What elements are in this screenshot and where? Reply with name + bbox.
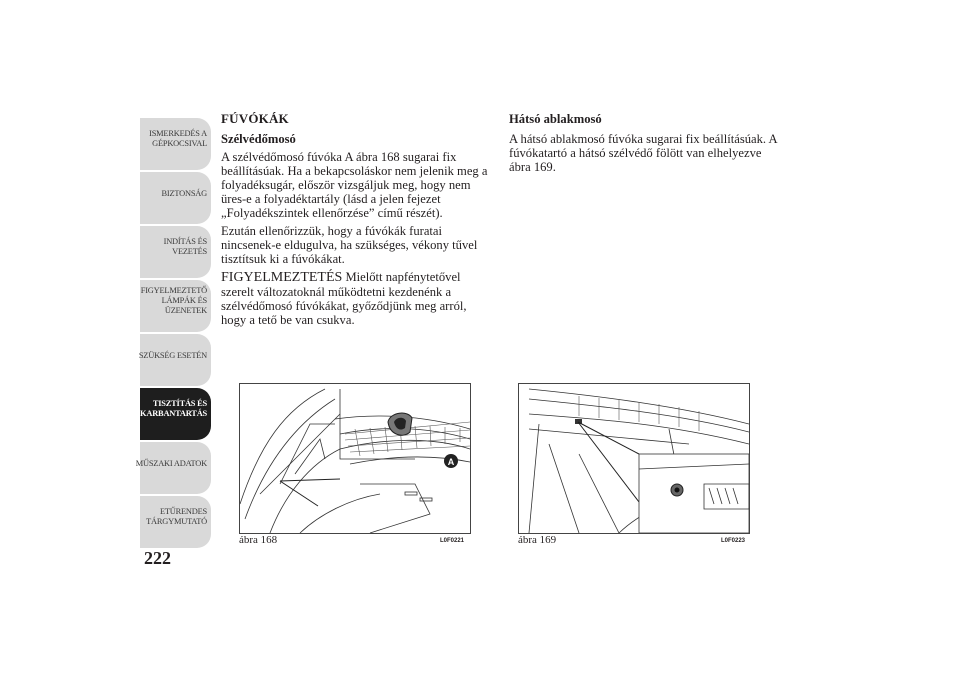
tab-label-line: INDÍTÁS ÉS bbox=[163, 237, 207, 246]
tab-figyelmezteto[interactable] bbox=[140, 280, 211, 332]
tab-label-line: GÉPKOCSIVAL bbox=[152, 139, 207, 148]
paragraph: A szélvédőmosó fúvóka A ábra 168 sugarai fix beállításúak. Ha a bekapcsoláskor nem jelenik meg a folyadéksugár, először vizsgáljuk meg, hogy nem üres-e a folyadéktartály (lásd a jelen fejezet „Folyadékszintek ellenőrzése” című részét). bbox=[221, 150, 488, 220]
tab-label-line: LÁMPÁK ÉS bbox=[161, 296, 207, 305]
figure-code: L0F0223 bbox=[721, 538, 746, 544]
tab-label-line: ETŰRENDES bbox=[159, 507, 207, 516]
tab-targymutato[interactable] bbox=[140, 496, 211, 548]
subheading-windscreen: Szélvédőmosó bbox=[221, 132, 296, 146]
tab-label-line: MŰSZAKI ADATOK bbox=[135, 459, 207, 468]
figure-caption: ábra 169 bbox=[518, 534, 557, 546]
warning-text: Mielőtt napfénytetővel szerelt változatoknál működtetni kezdenénk a szélvédőmosó fúvókákat, győződjünk meg arról, hogy a tető be van csukva. bbox=[221, 270, 467, 327]
windscreen-washer-illustration bbox=[240, 384, 470, 533]
right-column bbox=[509, 112, 781, 174]
tab-inditas[interactable] bbox=[140, 226, 211, 278]
subheading-rear: Hátsó ablakmosó bbox=[509, 112, 602, 126]
tab-szukseg[interactable] bbox=[140, 334, 211, 386]
figure-caption: ábra 168 bbox=[239, 534, 278, 546]
tab-label-line: BIZTONSÁG bbox=[161, 189, 207, 198]
rear-washer-illustration bbox=[519, 384, 749, 533]
marker-a: A bbox=[447, 457, 455, 467]
page-number: 222 bbox=[144, 548, 171, 568]
tab-ismerkedes[interactable] bbox=[140, 118, 211, 170]
tab-tisztitas[interactable] bbox=[140, 388, 211, 440]
figure-169 bbox=[518, 383, 750, 534]
tab-label-line: SZÜKSÉG ESETÉN bbox=[138, 351, 207, 360]
tab-label-line: ISMERKEDÉS A bbox=[149, 129, 207, 138]
tab-biztonsag[interactable] bbox=[140, 172, 211, 224]
tab-label-line: TÁRGYMUTATÓ bbox=[146, 517, 207, 526]
tab-label-line: TISZTÍTÁS ÉS bbox=[152, 399, 207, 408]
tab-label-line: FIGYELMEZTETŐ bbox=[140, 286, 207, 295]
tab-label-line: VEZETÉS bbox=[172, 247, 207, 256]
tab-label-line: ÜZENETEK bbox=[164, 306, 207, 315]
tab-label-line: KARBANTARTÁS bbox=[140, 409, 207, 418]
paragraph: A hátsó ablakmosó fúvóka sugarai fix beállításúak. A fúvókatartó a hátsó szélvédő fölött van elhelyezve ábra 169. bbox=[509, 132, 777, 174]
figure-code: L0F0221 bbox=[440, 538, 465, 544]
left-column bbox=[221, 112, 491, 327]
figure-168 bbox=[239, 383, 471, 534]
tab-muszaki[interactable] bbox=[135, 442, 211, 494]
paragraph: Ezután ellenőrizzük, hogy a fúvókák furatai nincsenek-e eldugulva, ha szükséges, vékony tűvel tisztítsuk ki a fúvókákat. bbox=[221, 224, 478, 266]
section-heading: FÚVÓKÁK bbox=[221, 111, 289, 126]
warning-label: FIGYELMEZTETÉS bbox=[221, 270, 343, 285]
warning-paragraph bbox=[221, 270, 491, 327]
